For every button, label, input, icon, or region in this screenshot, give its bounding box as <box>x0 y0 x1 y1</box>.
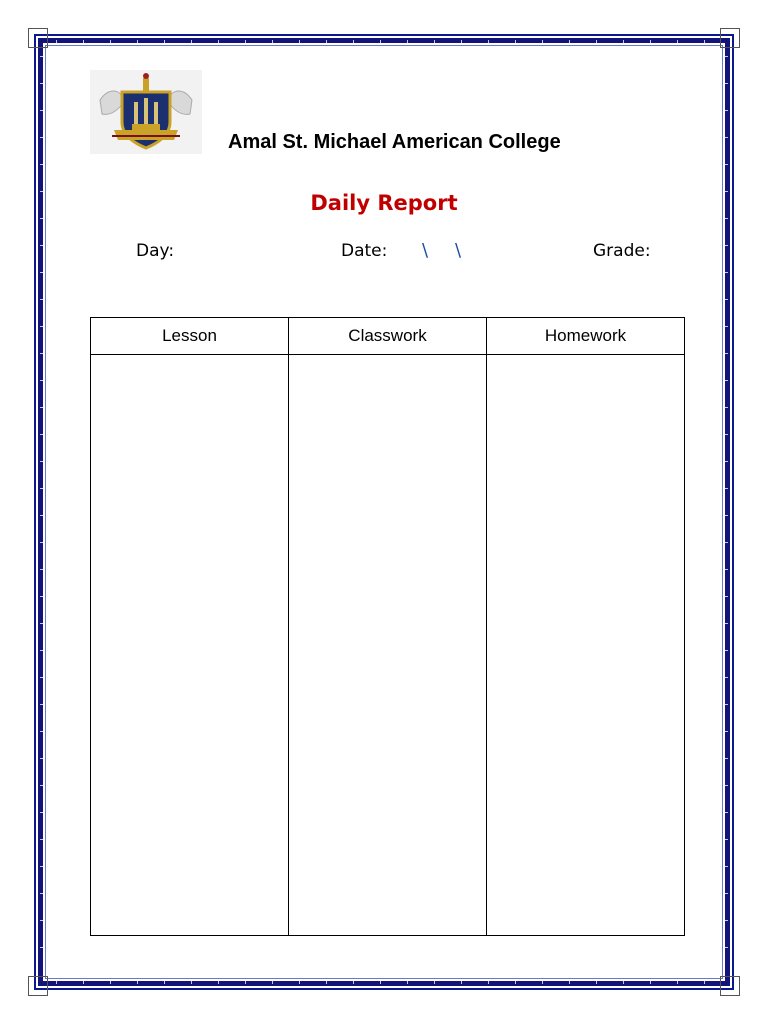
border-tick <box>725 380 728 381</box>
border-tick <box>40 569 43 570</box>
report-title: Daily Report <box>310 191 458 215</box>
day-label: Day: <box>136 241 175 261</box>
border-tick <box>725 731 728 732</box>
border-tick <box>725 488 728 489</box>
border-tick <box>218 40 219 43</box>
homework-cell[interactable] <box>487 355 685 936</box>
border-tick <box>40 407 43 408</box>
border-tick <box>725 569 728 570</box>
border-tick <box>191 981 192 984</box>
border-tick <box>380 40 381 43</box>
date-separator: \ <box>455 240 462 261</box>
corner-mark-bottom-left <box>28 976 48 996</box>
border-tick <box>164 40 165 43</box>
border-tick <box>164 981 165 984</box>
border-tick <box>542 40 543 43</box>
border-tick <box>245 981 246 984</box>
report-table <box>90 317 685 936</box>
border-tick <box>725 110 728 111</box>
border-tick <box>704 981 705 984</box>
border-tick <box>40 650 43 651</box>
border-tick <box>353 40 354 43</box>
corner-mark-top-right <box>720 28 740 48</box>
border-tick <box>461 40 462 43</box>
school-logo <box>90 70 202 154</box>
border-tick <box>725 56 728 57</box>
border-tick <box>40 542 43 543</box>
border-tick <box>725 623 728 624</box>
school-crest-icon <box>90 70 202 154</box>
date-label: Date: <box>341 241 388 261</box>
corner-mark-top-left <box>28 28 48 48</box>
border-tick <box>40 785 43 786</box>
border-tick <box>725 650 728 651</box>
table-header-row <box>91 318 685 355</box>
border-tick <box>725 461 728 462</box>
border-tick <box>725 245 728 246</box>
border-tick <box>326 40 327 43</box>
border-tick <box>569 40 570 43</box>
border-tick <box>299 981 300 984</box>
border-tick <box>353 981 354 984</box>
border-tick <box>40 326 43 327</box>
border-tick <box>569 981 570 984</box>
border-tick <box>40 110 43 111</box>
border-tick <box>40 218 43 219</box>
border-tick <box>40 812 43 813</box>
classwork-cell[interactable] <box>289 355 487 936</box>
school-name: Amal St. Michael American College <box>228 131 561 153</box>
border-tick <box>650 40 651 43</box>
border-tick <box>407 981 408 984</box>
border-tick <box>725 299 728 300</box>
border-tick <box>725 704 728 705</box>
border-tick <box>650 981 651 984</box>
border-tick <box>245 40 246 43</box>
border-tick <box>677 40 678 43</box>
border-tick <box>677 981 678 984</box>
border-tick <box>725 542 728 543</box>
table-row <box>91 355 685 936</box>
border-tick <box>407 40 408 43</box>
border-tick <box>40 596 43 597</box>
border-tick <box>299 40 300 43</box>
border-tick <box>191 40 192 43</box>
border-tick <box>725 812 728 813</box>
border-tick <box>725 272 728 273</box>
border-tick <box>56 981 57 984</box>
border-tick <box>725 947 728 948</box>
border-tick <box>515 981 516 984</box>
border-tick <box>56 40 57 43</box>
border-tick <box>40 380 43 381</box>
border-tick <box>110 40 111 43</box>
border-tick <box>40 758 43 759</box>
border-tick <box>725 353 728 354</box>
border-tick <box>725 596 728 597</box>
column-header-lesson: Lesson <box>91 318 289 355</box>
border-tick <box>725 839 728 840</box>
border-tick <box>137 40 138 43</box>
border-tick <box>542 981 543 984</box>
grade-label: Grade: <box>593 241 651 261</box>
border-tick <box>434 40 435 43</box>
column-header-homework: Homework <box>487 318 685 355</box>
border-tick <box>725 785 728 786</box>
border-tick <box>434 981 435 984</box>
border-tick <box>40 56 43 57</box>
border-tick <box>461 981 462 984</box>
border-tick <box>40 920 43 921</box>
corner-mark-bottom-right <box>720 976 740 996</box>
border-tick <box>596 981 597 984</box>
border-tick <box>725 83 728 84</box>
border-tick <box>380 981 381 984</box>
border-tick <box>83 40 84 43</box>
border-tick <box>40 866 43 867</box>
border-tick <box>725 326 728 327</box>
column-header-classwork: Classwork <box>289 318 487 355</box>
border-tick <box>40 488 43 489</box>
border-tick <box>725 866 728 867</box>
border-tick <box>40 893 43 894</box>
border-tick <box>725 893 728 894</box>
date-separator: \ <box>422 240 429 261</box>
border-tick <box>725 920 728 921</box>
border-tick <box>40 353 43 354</box>
border-tick <box>488 981 489 984</box>
border-tick <box>40 461 43 462</box>
border-tick <box>40 677 43 678</box>
border-tick <box>272 981 273 984</box>
border-tick <box>515 40 516 43</box>
border-tick <box>725 137 728 138</box>
border-tick <box>326 981 327 984</box>
border-tick <box>725 164 728 165</box>
border-tick <box>83 981 84 984</box>
border-tick <box>40 434 43 435</box>
border-tick <box>40 839 43 840</box>
border-tick <box>40 245 43 246</box>
border-tick <box>218 981 219 984</box>
border-tick <box>40 83 43 84</box>
border-tick <box>40 272 43 273</box>
border-tick <box>272 40 273 43</box>
border-tick <box>40 947 43 948</box>
border-tick <box>40 299 43 300</box>
border-tick <box>488 40 489 43</box>
border-tick <box>40 164 43 165</box>
border-tick <box>725 677 728 678</box>
border-tick <box>725 515 728 516</box>
border-tick <box>725 758 728 759</box>
border-tick <box>704 40 705 43</box>
lesson-cell[interactable] <box>91 355 289 936</box>
border-tick <box>40 137 43 138</box>
border-tick <box>137 981 138 984</box>
border-tick <box>623 981 624 984</box>
border-tick <box>725 218 728 219</box>
border-tick <box>40 515 43 516</box>
border-tick <box>110 981 111 984</box>
border-tick <box>40 623 43 624</box>
border-tick <box>40 704 43 705</box>
border-tick <box>40 731 43 732</box>
border-tick <box>623 40 624 43</box>
border-tick <box>725 407 728 408</box>
border-tick <box>596 40 597 43</box>
border-tick <box>725 434 728 435</box>
